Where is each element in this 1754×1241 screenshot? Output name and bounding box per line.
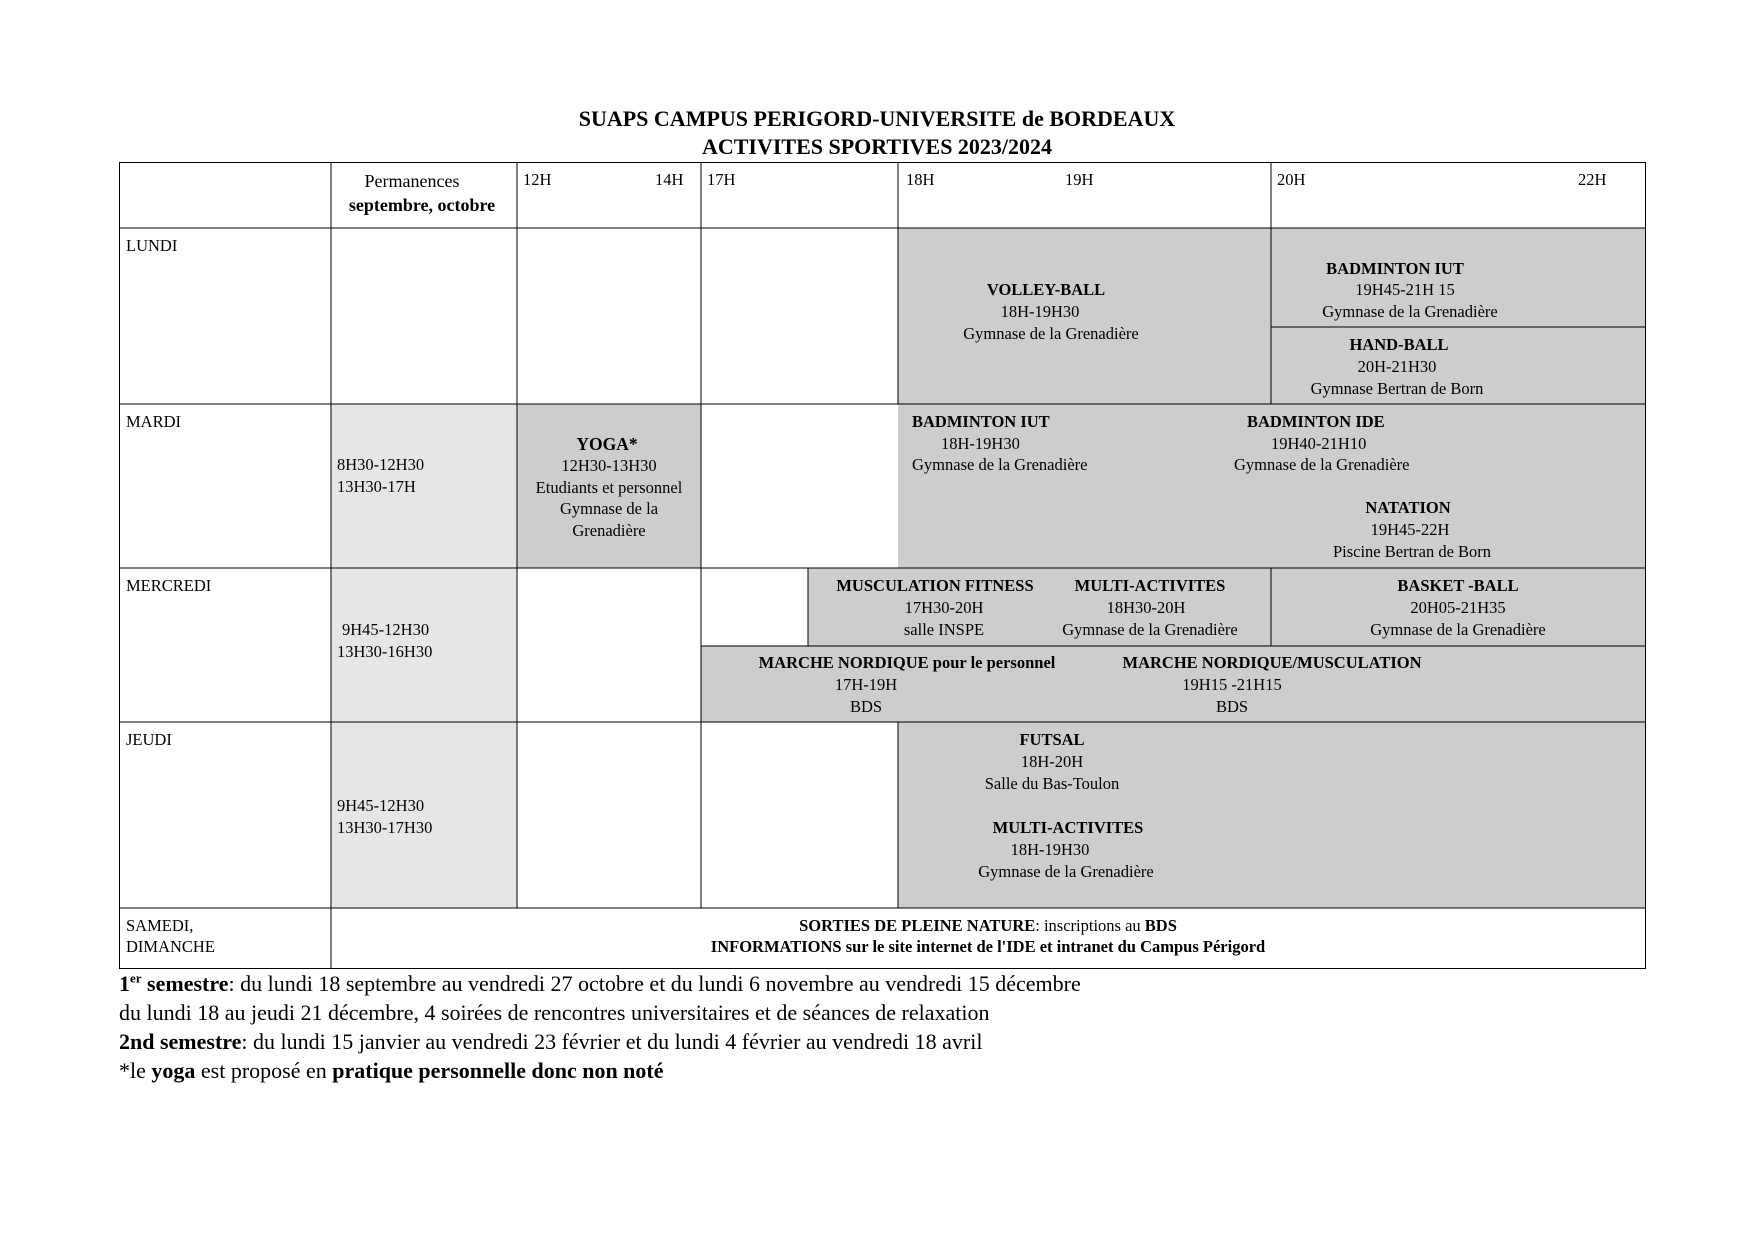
activity-place: BDS — [1215, 697, 1249, 716]
activity-name: MULTI-ACTIVITES — [1074, 576, 1226, 595]
footer-s1-text: : du lundi 18 septembre au vendredi 27 octobre et du lundi 6 novembre au vendredi 15 décembre — [228, 971, 1081, 996]
header-permanences-period: septembre, octobre — [348, 195, 496, 215]
activity-name: BADMINTON IUT — [912, 412, 1050, 431]
permanence-mardi-afternoon: 13H30-17H — [337, 477, 416, 496]
header-14h: 14H — [655, 170, 684, 189]
activity-time: 18H-19H30 — [941, 434, 1020, 453]
footer-semester-1 — [119, 971, 1081, 997]
day-mercredi: MERCREDI — [126, 576, 212, 595]
header-18h: 18H — [906, 170, 935, 189]
permanence-mercredi-afternoon: 13H30-16H30 — [337, 642, 433, 661]
activity-name: MARCHE NORDIQUE/MUSCULATION — [1122, 653, 1422, 672]
footer-note-a: *le — [119, 1058, 152, 1083]
activity-time: 20H05-21H35 — [1410, 598, 1506, 617]
activity-name: MUSCULATION FITNESS — [836, 576, 1034, 595]
footer-s1-word: semestre — [141, 971, 229, 996]
weekend-informations: INFORMATIONS sur le site internet de l'IDE et intranet du Campus Périgord — [710, 937, 1266, 956]
activity-place: Gymnase de la Grenadière — [1234, 455, 1410, 474]
activity-time: 17H30-20H — [904, 598, 984, 617]
day-jeudi: JEUDI — [126, 730, 172, 749]
header-17h: 17H — [707, 170, 736, 189]
footer-yoga-note — [119, 1058, 664, 1084]
footer-s1-number: 1 — [119, 971, 130, 996]
weekend-bds: BDS — [1144, 916, 1177, 935]
activity-time: 19H45-21H 15 — [1355, 280, 1455, 299]
activity-place-2: Grenadière — [572, 521, 646, 540]
activity-name: NATATION — [1365, 498, 1451, 517]
activity-name: BADMINTON IDE — [1247, 412, 1385, 431]
activity-place: Gymnase de la Grenadière — [1062, 620, 1238, 639]
activity-name: FUTSAL — [1019, 730, 1085, 749]
activity-name: MULTI-ACTIVITES — [992, 818, 1144, 837]
header-20h: 20H — [1277, 170, 1306, 189]
activity-time: 20H-21H30 — [1357, 357, 1437, 376]
footer-s1-sup: er — [130, 970, 142, 986]
activity-place: Gymnase de la Grenadière — [1322, 302, 1498, 321]
activity-place: Gymnase de la Grenadière — [978, 862, 1154, 881]
activity-time: 18H-20H — [1020, 752, 1084, 771]
activity-name: HAND-BALL — [1349, 335, 1449, 354]
activity-name: YOGA* — [576, 434, 638, 454]
activity-place: Gymnase de la — [559, 499, 659, 518]
footer-note-bold: pratique personnelle donc non noté — [332, 1058, 664, 1083]
activity-time: 19H45-22H — [1370, 520, 1450, 539]
weekend-sorties-text: : inscriptions au — [1035, 916, 1145, 935]
permanence-mercredi-morning: 9H45-12H30 — [342, 620, 430, 639]
activity-time: 19H40-21H10 — [1271, 434, 1367, 453]
header-12h: 12H — [523, 170, 552, 189]
activity-time: 18H-19H30 — [1010, 840, 1090, 859]
activity-place: Gymnase de la Grenadière — [963, 324, 1139, 343]
activity-public: Etudiants et personnel — [535, 478, 683, 497]
footer-semester-2 — [119, 1029, 982, 1055]
footer-rencontres: du lundi 18 au jeudi 21 décembre, 4 soirées de rencontres universitaires et de séances de relaxation — [119, 1000, 990, 1025]
day-mardi: MARDI — [126, 412, 182, 431]
activity-name: MARCHE NORDIQUE pour le personnel — [758, 653, 1056, 672]
activity-place: Gymnase de la Grenadière — [1370, 620, 1546, 639]
activity-name: BASKET -BALL — [1397, 576, 1519, 595]
activity-time: 17H-19H — [834, 675, 898, 694]
activity-place: salle INSPE — [903, 620, 985, 639]
day-samedi: SAMEDI, — [126, 916, 194, 935]
activity-place: Gymnase de la Grenadière — [912, 455, 1088, 474]
footer-note-b: est proposé en — [195, 1058, 333, 1083]
activity-place: BDS — [849, 697, 883, 716]
activity-place: Gymnase Bertran de Born — [1310, 379, 1484, 398]
activity-time: 19H15 -21H15 — [1182, 675, 1282, 694]
day-lundi: LUNDI — [126, 236, 178, 255]
activity-place: Piscine Bertran de Born — [1332, 542, 1492, 561]
weekend-sorties-title: SORTIES DE PLEINE NATURE — [799, 916, 1036, 935]
header-permanences: Permanences — [364, 171, 460, 191]
activity-place: Salle du Bas-Toulon — [984, 774, 1120, 793]
footer-s2-label: 2nd semestre — [119, 1029, 242, 1054]
permanence-jeudi-afternoon: 13H30-17H30 — [337, 818, 433, 837]
day-dimanche: DIMANCHE — [126, 937, 215, 956]
page-title: SUAPS CAMPUS PERIGORD-UNIVERSITE de BORDEAUX — [578, 106, 1176, 131]
activity-name: BADMINTON IUT — [1326, 259, 1464, 278]
activity-name: VOLLEY-BALL — [986, 280, 1106, 299]
permanence-jeudi-morning: 9H45-12H30 — [337, 796, 425, 815]
activity-time: 12H30-13H30 — [561, 456, 657, 475]
footer-s2-text: : du lundi 15 janvier au vendredi 23 février et du lundi 4 février au vendredi 18 avril — [241, 1029, 983, 1054]
header-22h: 22H — [1578, 170, 1607, 189]
permanence-mardi-morning: 8H30-12H30 — [337, 455, 425, 474]
page-subtitle: ACTIVITES SPORTIVES 2023/2024 — [701, 134, 1053, 159]
header-19h: 19H — [1065, 170, 1094, 189]
footer-note-yoga: yoga — [151, 1058, 196, 1083]
activity-time: 18H30-20H — [1106, 598, 1186, 617]
activity-time: 18H-19H30 — [1000, 302, 1080, 321]
weekend-sorties — [799, 916, 1177, 936]
